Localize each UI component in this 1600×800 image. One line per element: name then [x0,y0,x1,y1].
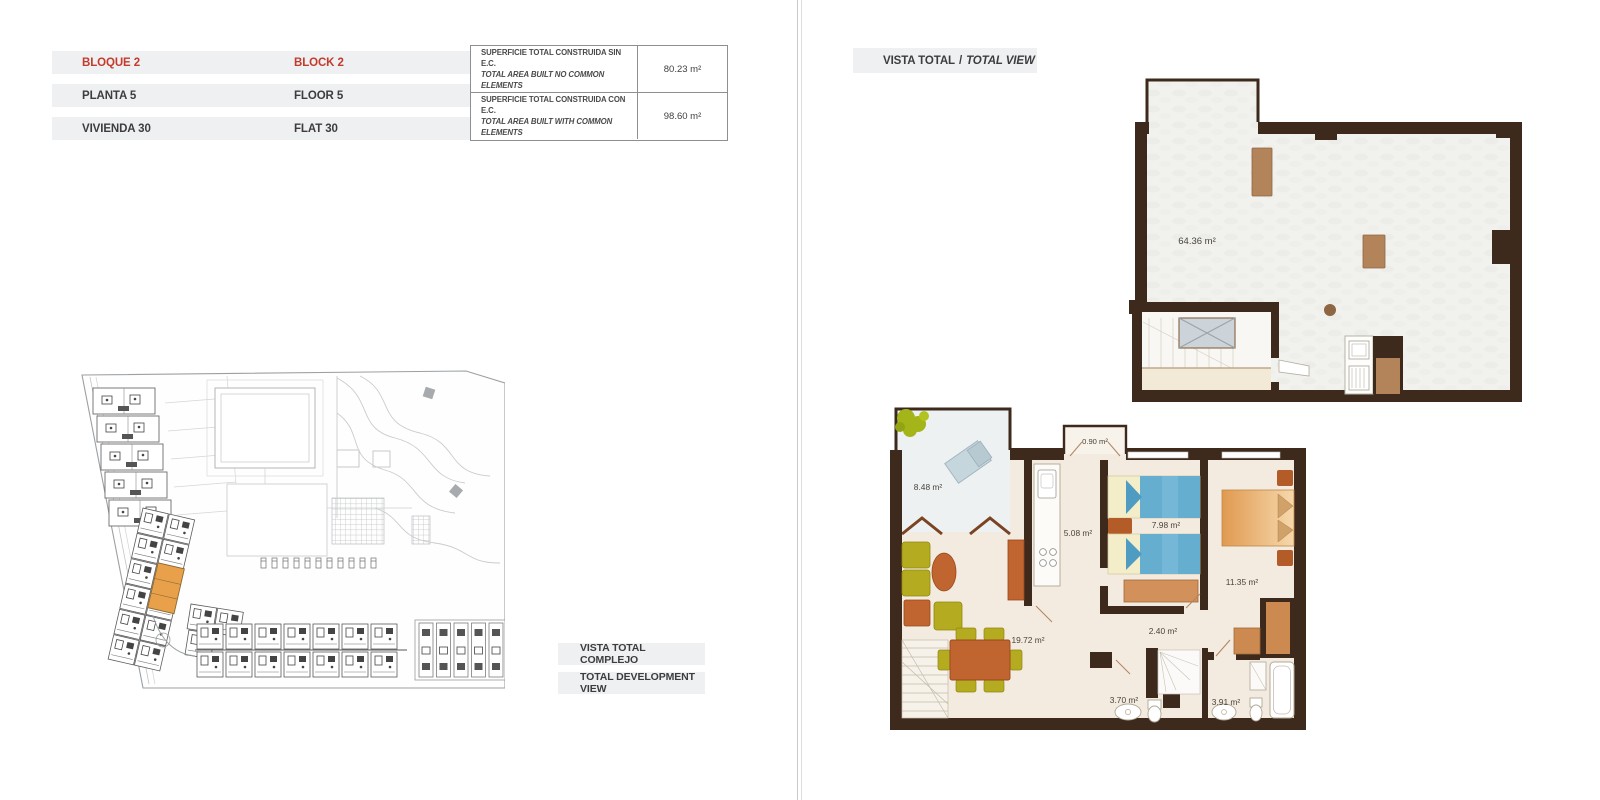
bath1-sink [1115,704,1141,720]
bath1-toilet [1148,700,1161,722]
page-fold-line-right [801,0,802,800]
label-block [264,51,480,74]
tv-cabinet [1008,540,1024,600]
header-separator: / [958,54,963,67]
shower [1158,650,1200,694]
header-es-text: VISTA TOTAL [883,54,955,67]
closet-area-label: 0.90 m² [1082,437,1108,446]
caption-es-text: VISTA TOTAL COMPLEJO [580,642,646,666]
label-bloque-text: BLOQUE 2 [82,56,140,69]
apartment-plan-svg [876,400,1316,740]
table-row-title [471,93,638,139]
row1-title-en: TOTAL AREA BUILT NO COMMON ELEMENTS [481,70,605,90]
site-pool [207,380,323,476]
page-fold-line-left [797,0,798,800]
label-flat [264,117,480,140]
row2-title-es: SUPERFICIE TOTAL CONSTRUIDA CON E.C. [481,95,626,115]
site-plan-svg [75,358,505,690]
table-row-title [471,46,638,92]
label-block-text: BLOCK 2 [294,56,344,69]
label-bloque [52,51,268,74]
bedroom-main-area-label: 11.35 m² [1225,577,1259,587]
roof-area-label: 64.36 m² [1178,236,1216,247]
dresser [1124,580,1198,602]
row1-value: 80.23 m² [663,63,702,75]
row2-value: 98.60 m² [663,110,702,122]
label-vivienda-text: VIVIENDA 30 [82,122,151,135]
row1-title-es: SUPERFICIE TOTAL CONSTRUIDA SIN E.C. [481,48,621,68]
caption-vista-total-complejo [558,643,705,665]
bathroom2-area-label: 3.91 m² [1211,697,1241,707]
area-summary-table [470,45,728,141]
living-area-label: 19.72 m² [1011,635,1045,645]
label-flat-text: FLAT 30 [294,122,338,135]
hall-area-label: 2.40 m² [1148,626,1178,636]
label-floor-text: FLOOR 5 [294,89,344,102]
bedroom-small-area-label: 7.98 m² [1151,520,1181,530]
header-en-text: TOTAL VIEW [966,54,1035,67]
label-floor [264,84,480,107]
label-vivienda [52,117,268,140]
bathroom1-area-label: 3.70 m² [1109,695,1139,705]
nightstand [1277,550,1293,566]
terrace-area-label: 8.48 m² [913,482,943,492]
roof-bar-unit [1345,336,1403,394]
nightstand [1108,518,1132,534]
caption-en-text: TOTAL DEVELOPMENT VIEW [580,671,695,695]
kitchen-area-label: 5.08 m² [1063,528,1093,538]
wardrobe [1234,628,1260,654]
label-planta-text: PLANTA 5 [82,89,137,102]
roof-plan-svg [1093,72,1523,410]
site-bottom-units [153,616,505,680]
table-row [471,92,727,139]
nightstand [1277,470,1293,486]
label-planta [52,84,268,107]
caption-total-development-view [558,672,705,694]
table-row [471,46,727,92]
row2-title-en: TOTAL AREA BUILT WITH COMMON ELEMENTS [481,117,613,137]
bath2-toilet [1250,698,1262,721]
total-view-header [853,48,1037,73]
wardrobe [1266,602,1290,654]
